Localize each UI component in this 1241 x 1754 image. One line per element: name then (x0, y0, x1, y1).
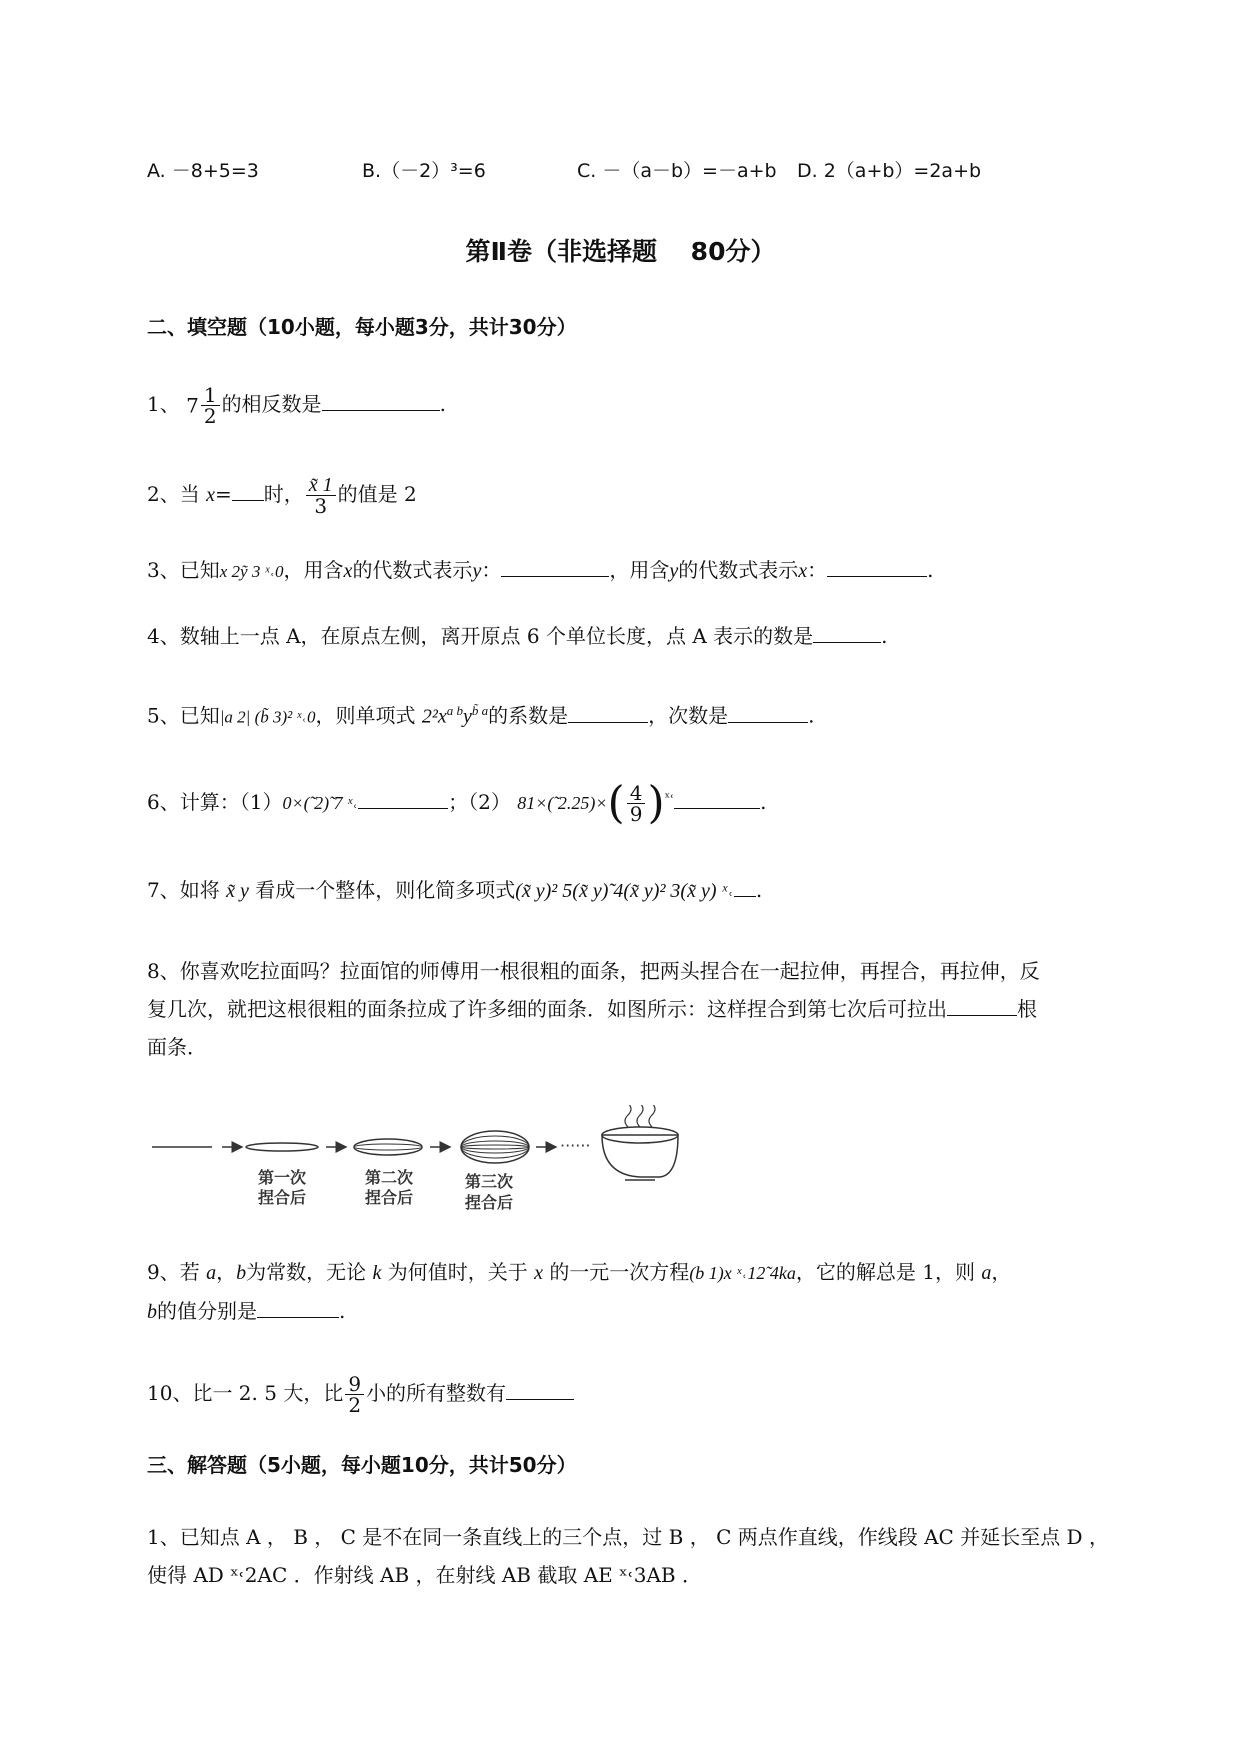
question-text: 看成一个整体，则化简多项式 (255, 878, 516, 902)
question-text: 时， (263, 482, 304, 506)
period: . (339, 1299, 346, 1323)
answer-blank[interactable] (674, 788, 760, 809)
variable-x: x (206, 484, 215, 506)
question-6 (147, 777, 767, 829)
question-number: 6、计算：（1） (147, 790, 283, 814)
answer-blank[interactable] (728, 702, 808, 723)
steam-icon (649, 1105, 655, 1127)
noodle-loop-3-inner (461, 1136, 529, 1158)
answer-blank[interactable] (813, 622, 881, 643)
question-text-line: 8、你喜欢吃拉面吗？拉面馆的师傅用一根很粗的面条，把两头捏合在一起拉伸，再捏合，再拉伸，反 (147, 959, 1040, 983)
expression: 81×(̃ 2.25)× (517, 793, 608, 813)
variable-x: x (343, 560, 353, 582)
answer-blank[interactable] (257, 1297, 339, 1318)
question-text-line (147, 1292, 1157, 1331)
question-5 (147, 697, 814, 732)
variable-x: x (798, 560, 808, 582)
question-text-line: 面条． (147, 1035, 207, 1059)
question-text: 的值分别是 (157, 1299, 257, 1323)
steam-icon (625, 1105, 631, 1127)
part-title: 第Ⅱ卷（非选择题 80分） (465, 237, 776, 266)
figure-label-2-line2: 捏合后 (365, 1188, 414, 1207)
question-text: 9、若 (147, 1260, 200, 1284)
problem-text-line: 1、已知点 A ， B ， C 是不在同一条直线上的三个点，过 B ， C 两点作直线，作线段 AC 并延长至点 D ， (147, 1525, 1109, 1549)
option-c: C. －（a－b）=－a+b (577, 160, 777, 182)
question-text: 根 (1017, 997, 1037, 1021)
variable-a: a (206, 1262, 217, 1284)
question-text: ，次数是 (648, 703, 729, 728)
question-4 (147, 622, 887, 650)
question-number: 5、已知 (147, 703, 220, 728)
variable-y: y (472, 560, 482, 582)
steam-icon (637, 1105, 643, 1127)
variable-b: b (236, 1262, 247, 1284)
noodle-loop-2-inner (354, 1144, 422, 1150)
question-number: 10、比一 2. 5 大，比 (147, 1381, 344, 1405)
expression: x̃ y (226, 880, 249, 902)
noodle-loop-3-inner (461, 1141, 529, 1153)
period: . (808, 703, 815, 728)
figure-label-1-line1: 第一次 (258, 1168, 307, 1187)
figure-label-3-line1: 第三次 (465, 1172, 514, 1191)
expression: 0×(̃ 2)̃ 7 ˣ˓ (282, 793, 359, 813)
section-title-fill-blank: 二、填空题（10小题，每小题3分，共计30分） (147, 315, 577, 339)
equation: (b 1)x ˣ˓12̃ 4ka (689, 1263, 796, 1283)
exponent: a b (446, 703, 463, 718)
period: . (755, 878, 763, 902)
colon: ： (481, 558, 502, 582)
fraction (306, 475, 336, 516)
answer-blank[interactable] (358, 788, 448, 809)
question-text: 为何值时，关于 (387, 1260, 528, 1284)
variable-k: k (372, 1262, 382, 1284)
answer-blank[interactable] (734, 876, 756, 897)
question-text: ，它的解总是 1，则 (795, 1260, 975, 1284)
fraction-denominator: 3 (314, 494, 328, 518)
answer-blank[interactable] (232, 480, 264, 501)
figure-label-1-line2: 捏合后 (258, 1188, 307, 1207)
question-text: 小的所有整数有 (366, 1381, 507, 1405)
question-text: ，则单项式 (315, 703, 416, 728)
variable-x: x (534, 1262, 543, 1284)
question-text: 为常数，无论 (246, 1260, 367, 1284)
section-title-answer: 三、解答题（5小题，每小题10分，共计50分） (147, 1453, 577, 1477)
variable-y: y (669, 560, 679, 582)
question-text-line (147, 990, 1157, 1028)
option-a: A. －8+5=3 (147, 160, 259, 182)
monomial-y: y (462, 705, 472, 728)
fraction (345, 1374, 364, 1415)
question-7 (147, 876, 762, 905)
question-text: ，用含 (609, 558, 670, 582)
question-text: 的代数式表示 (678, 558, 799, 582)
fraction-numerator: x̃ 1 (306, 475, 336, 496)
fraction-numerator: 9 (345, 1374, 364, 1395)
separator: ；（2） (448, 790, 511, 814)
comma: ， (991, 1260, 1012, 1284)
problem-1 (147, 1518, 1157, 1594)
fraction-numerator: 1 (201, 385, 220, 406)
noodle-figure (140, 1105, 710, 1220)
equation: |a 2| (b̃ 3)² ˣ˓0 (219, 707, 316, 727)
question-text: 的值是 2 (337, 482, 417, 506)
fraction (627, 783, 646, 824)
answer-blank[interactable] (506, 1379, 574, 1400)
period: . (927, 558, 934, 582)
question-3 (147, 556, 933, 586)
noodle-loop-3-inner (461, 1145, 529, 1149)
answer-blank[interactable] (568, 702, 648, 723)
noodle-loop-1 (246, 1143, 318, 1151)
equation: x 2ỹ 3 ˣ˓0 (219, 562, 284, 581)
monomial: 2²x (421, 705, 447, 728)
question-number: 7、如将 (147, 878, 220, 902)
figure-label-2-line1: 第二次 (365, 1168, 414, 1187)
right-paren: ) (647, 777, 665, 829)
period: . (439, 392, 446, 416)
question-text: 的相反数是 (221, 392, 322, 416)
question-2 (147, 475, 417, 516)
equals-sign: = (214, 482, 232, 506)
variable-b: b (147, 1301, 157, 1323)
question-9 (147, 1253, 1157, 1331)
choice-options (147, 157, 981, 185)
question-8 (147, 952, 1157, 1066)
answer-blank[interactable] (322, 390, 440, 411)
comma: ， (216, 1260, 237, 1284)
question-text: 复几次，就把这根很粗的面条拉成了许多细的面条．如图所示：这样捏合到第七次后可拉出 (147, 997, 947, 1021)
fraction-denominator: 2 (203, 404, 217, 428)
answer-blank[interactable] (947, 995, 1017, 1016)
fraction-numerator: 4 (627, 783, 646, 804)
continuation-dots: ······ (560, 1136, 591, 1155)
question-text-line (147, 1253, 1157, 1292)
problem-text-line: 使得 AD ˣ˓2AC ．作射线 AB ，在射线 AB 截取 AE ˣ˓3AB ． (147, 1563, 702, 1587)
question-number: 2、当 (147, 482, 200, 506)
question-number: 1、 (147, 392, 180, 416)
exponent: b̃ a (471, 703, 489, 718)
question-text: 的代数式表示 (352, 558, 473, 582)
variable-a: a (981, 1262, 992, 1284)
question-number: 3、已知 (147, 558, 220, 582)
polynomial: (x̃ y)² 5(x̃ y)̃ 4(x̃ y)² 3(x̃ y) ˣ˓ (515, 880, 734, 902)
option-b: B.（－2）³=6 (362, 160, 486, 182)
fraction-denominator: 9 (629, 802, 643, 826)
equals-sign: ˣ˓ (664, 790, 675, 806)
question-text: ，用含 (283, 558, 344, 582)
answer-blank[interactable] (827, 556, 927, 577)
option-d: D. 2（a+b）=2a+b (797, 160, 982, 182)
left-paren: ( (607, 777, 625, 829)
question-text: 的系数是 (488, 703, 569, 728)
noodle-loop-2 (354, 1139, 422, 1155)
figure-label-3-line2: 捏合后 (465, 1193, 514, 1212)
question-1 (147, 385, 446, 426)
mixed-number-whole: 7 (186, 393, 199, 418)
answer-blank[interactable] (501, 556, 609, 577)
question-10 (147, 1374, 574, 1415)
period: . (760, 790, 767, 814)
colon: ： (807, 558, 828, 582)
fraction-denominator: 2 (348, 1393, 362, 1417)
question-text: 的一元一次方程 (549, 1260, 690, 1284)
question-text: 4、数轴上一点 A，在原点左侧，离开原点 6 个单位长度，点 A 表示的数是 (147, 624, 814, 648)
period: . (881, 624, 888, 648)
fraction (201, 385, 220, 426)
